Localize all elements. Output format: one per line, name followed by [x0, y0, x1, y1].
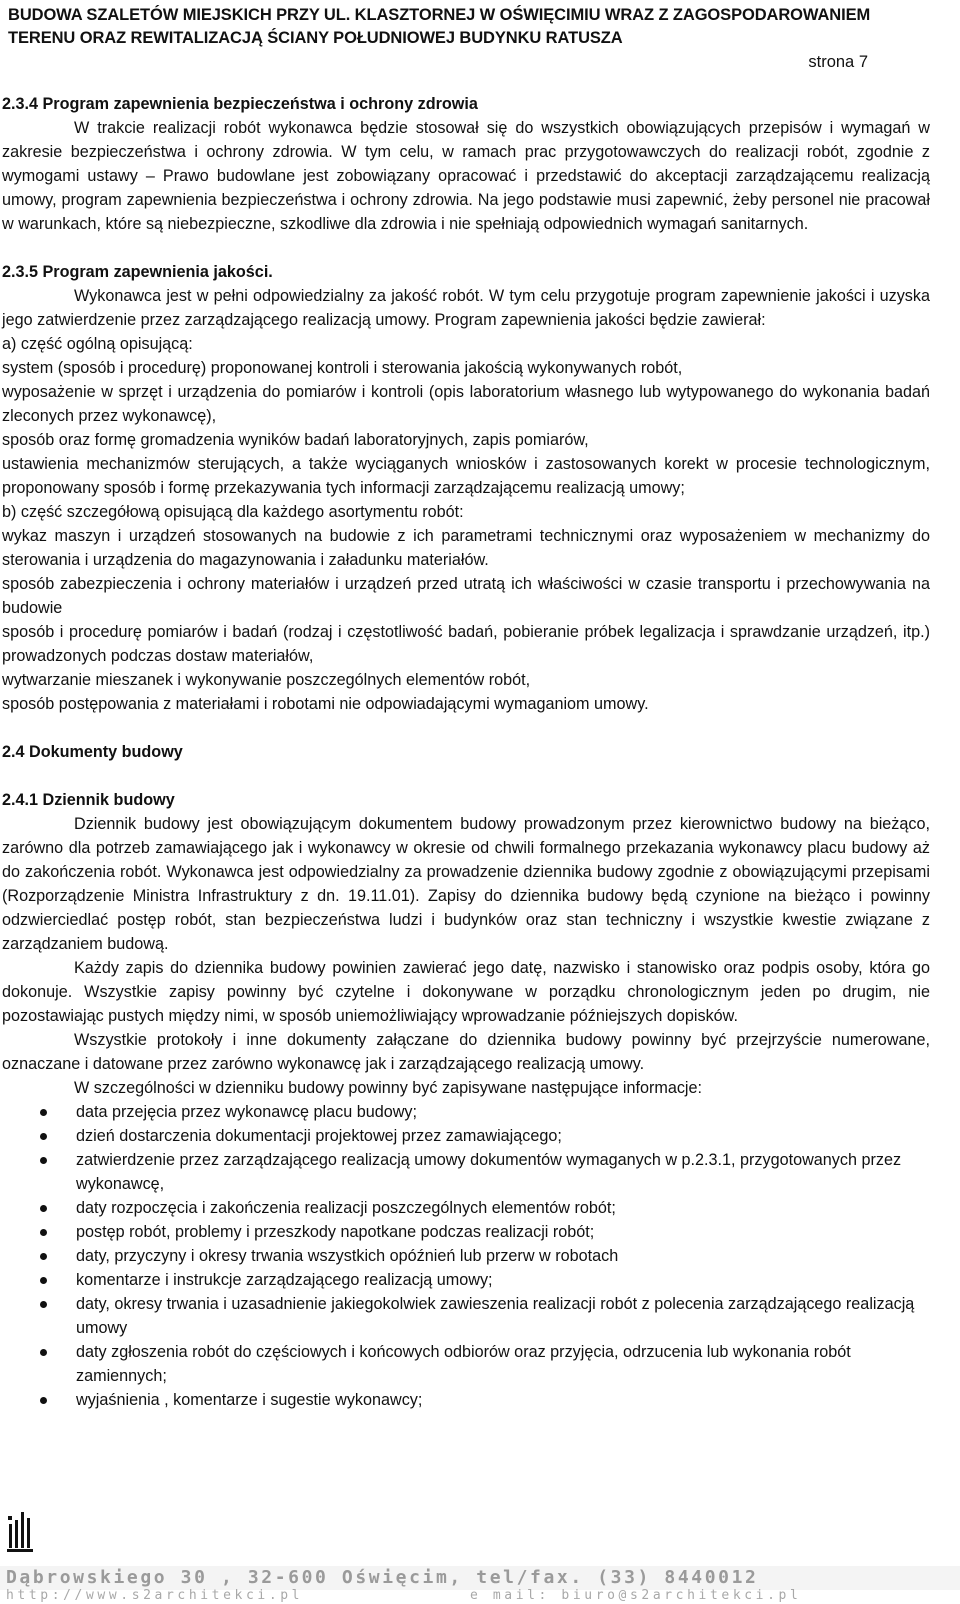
document-footer: [0, 1566, 960, 1604]
heading-2-3-5: 2.3.5 Program zapewnienia jakości.: [2, 263, 273, 281]
list-item: [2, 1220, 930, 1244]
quality-line: ustawienia mechanizmów sterujących, a także wyciąganych wniosków i zastosowanych korekt w procesie technologicznym, proponowany sposób i formę przekazywania tych informacji zarządzającemu realizacją umowy;: [2, 455, 930, 497]
quality-line: wykaz maszyn i urządzeń stosowanych na budowie z ich parametrami technicznymi oraz wyposażeniem w mechanizmy do sterowania i urządzenia do magazynowania i załadunku materiałów.: [2, 527, 930, 569]
bullet-icon: [40, 1253, 47, 1260]
heading-2-4-1: 2.4.1 Dziennik budowy: [2, 791, 175, 809]
paragraph-quality-program: Wykonawca jest w pełni odpowiedzialny za jakość robót. W tym celu przygotuje program zapewnienie jakości i uzyska jego zatwierdzenie przez zarządzającego realizacją umowy. Program zapewnienia jakości będzie zawierał:: [2, 287, 930, 329]
list-item-text: dzień dostarczenia dokumentacji projektowej przez zamawiającego;: [76, 1127, 562, 1145]
quality-line: b) część szczegółową opisującą dla każdego asortymentu robót:: [2, 503, 464, 521]
quality-line: sposób oraz formę gromadzenia wyników badań laboratoryjnych, zapis pomiarów,: [2, 431, 589, 449]
paragraph-safety-program: W trakcie realizacji robót wykonawca będzie stosował się do wszystkich obowiązujących przepisów i wymagań w zakresie bezpieczeństwa i ochrony zdrowia. W tym celu, w ramach prac przygotowawczych do realizacji robót, zgodnie z wymogami ustawy – Prawo budowlane jest zobowiązany opracować i przedstawić do akceptacji zarządzającemu realizacją umowy, program zapewnienia bezpieczeństwa i ochrony zdrowia. Na jego podstawie musi zapewnić, żeby personel nie pracował w warunkach, które są niebezpieczne, szkodliwe dla zdrowia i nie spełniają odpowiednich wymagań sanitarnych.: [2, 119, 930, 233]
list-item-text: daty, przyczyny i okresy trwania wszystkich opóźnień lub przerw w robotach: [76, 1247, 619, 1265]
list-item-text: postęp robót, problemy i przeszkody napotkane podczas realizacji robót;: [76, 1223, 595, 1241]
list-item-text: daty rozpoczęcia i zakończenia realizacji poszczególnych elementów robót;: [76, 1199, 616, 1217]
list-item: [2, 1340, 930, 1388]
list-item: [2, 1148, 930, 1196]
footer-contact-bar: [0, 1590, 960, 1604]
page-number: strona 7: [808, 53, 868, 71]
list-item-text: komentarze i instrukcje zarządzającego realizacją umowy;: [76, 1271, 493, 1289]
quality-line: wytwarzanie mieszanek i wykonywanie poszczególnych elementów robót,: [2, 671, 531, 689]
list-item-text: data przejęcia przez wykonawcę placu budowy;: [76, 1103, 418, 1121]
bullet-icon: [40, 1349, 47, 1356]
list-item: [2, 1268, 930, 1292]
quality-line: sposób i procedurę pomiarów i badań (rodzaj i częstotliwość badań, pobieranie próbek legalizacja i sprawdzanie urządzeń, itp.) prowadzonych podczas dostaw materiałów,: [2, 623, 930, 665]
heading-2-4: 2.4 Dokumenty budowy: [2, 743, 183, 761]
quality-line: wyposażenie w sprzęt i urządzenia do pomiarów i kontroli (opis laboratorium własnego lub wytypowanego do wykonania badań zleconych przez wykonawcę),: [2, 383, 930, 425]
header-title-line-1: BUDOWA SZALETÓW MIEJSKICH PRZY UL. KLASZTORNEJ W OŚWIĘCIMIU WRAZ Z ZAGOSPODAROWANIEM: [8, 6, 871, 24]
bullet-icon: [40, 1301, 47, 1308]
company-logo-icon: [6, 1510, 36, 1561]
document-header: [8, 4, 948, 50]
list-item-text: wyjaśnienia , komentarze i sugestie wykonawcy;: [76, 1391, 423, 1409]
bullet-icon: [40, 1277, 47, 1284]
quality-line: a) część ogólną opisującą:: [2, 335, 193, 353]
paragraph-diary-2: Każdy zapis do dziennika budowy powinien zawierać jego datę, nazwisko i stanowisko oraz podpis osoby, która go dokonuje. Wszystkie zapisy powinny być czytelne i dokonywane w porządku chronologicznym jeden po drugim, nie pozostawiając pustych między nimi, w sposób uniemożliwiający wprowadzanie późniejszych dopisków.: [2, 959, 930, 1025]
header-title-line-2: TERENU ORAZ REWITALIZACJĄ ŚCIANY POŁUDNIOWEJ BUDYNKU RATUSZA: [8, 29, 623, 47]
list-item: [2, 1124, 930, 1148]
footer-address: Dąbrowskiego 30 , 32-600 Oświęcim, tel/fax. (33) 8440012: [6, 1567, 759, 1588]
quality-line: sposób postępowania z materiałami i robotami nie odpowiadającymi wymaganiom umowy.: [2, 695, 649, 713]
bullet-icon: [40, 1133, 47, 1140]
footer-website-link[interactable]: http://www.s2architekci.pl: [6, 1588, 304, 1603]
quality-line: sposób zabezpieczenia i ochrony materiałów i urządzeń przed utratą ich właściwości w czasie transportu i przechowywania na budowie: [2, 575, 930, 617]
bullet-icon: [40, 1157, 47, 1164]
diary-info-list: [2, 1100, 930, 1412]
paragraph-diary-4: W szczególności w dzienniku budowy powinny być zapisywane następujące informacje:: [74, 1079, 703, 1097]
list-item: [2, 1388, 930, 1412]
bullet-icon: [40, 1229, 47, 1236]
list-item: [2, 1244, 930, 1268]
paragraph-diary-1: Dziennik budowy jest obowiązującym dokumentem budowy prowadzonym przez kierownictwo budowy na bieżąco, zarówno dla potrzeb zamawiającego jak i wykonawcy w okresie od chwili formalnego przekazania wykonawcy placu budowy aż do zakończenia robót. Wykonawca jest odpowiedzialny za prowadzenie dziennika budowy zgodnie z obowiązującymi przepisami (Rozporządzenie Ministra Infrastruktury z dn. 19.11.01). Zapisy do dziennika budowy będą czynione na bieżąco i powinny odzwierciedlać postęp robót, stan bezpieczeństwa ludzi i budynków oraz stan techniczny i wszystkie kwestie związane z zarządzaniem budową.: [2, 815, 930, 953]
list-item-text: daty zgłoszenia robót do częściowych i końcowych odbiorów oraz przyjęcia, odrzucenia lub wykonania robót zamiennych;: [76, 1343, 851, 1385]
bullet-icon: [40, 1205, 47, 1212]
list-item-text: daty, okresy trwania i uzasadnienie jakiegokolwiek zawieszenia realizacji robót z polecenia zarządzającego realizacją umowy: [76, 1295, 915, 1337]
bullet-icon: [40, 1397, 47, 1404]
list-item: [2, 1100, 930, 1124]
heading-2-3-4: 2.3.4 Program zapewnienia bezpieczeństwa i ochrony zdrowia: [2, 95, 478, 113]
list-item: [2, 1196, 930, 1220]
quality-line: system (sposób i procedurę) proponowanej kontroli i sterowania jakością wykonywanych robót,: [2, 359, 683, 377]
list-item: [2, 1292, 930, 1340]
list-item-text: zatwierdzenie przez zarządzającego realizacją umowy dokumentów wymaganych w p.2.3.1, przygotowanych przez wykonawcę,: [76, 1151, 902, 1193]
footer-email-link[interactable]: e mail: biuro@s2architekci.pl: [470, 1588, 802, 1603]
paragraph-diary-3: Wszystkie protokoły i inne dokumenty załączane do dziennika budowy powinny być przejrzyście numerowane, oznaczane i datowane przez zarówno wykonawcę jak i zarządzającego realizacją umowy.: [2, 1031, 930, 1073]
document-body: [2, 92, 930, 1412]
footer-address-bar: [0, 1566, 960, 1590]
bullet-icon: [40, 1109, 47, 1116]
